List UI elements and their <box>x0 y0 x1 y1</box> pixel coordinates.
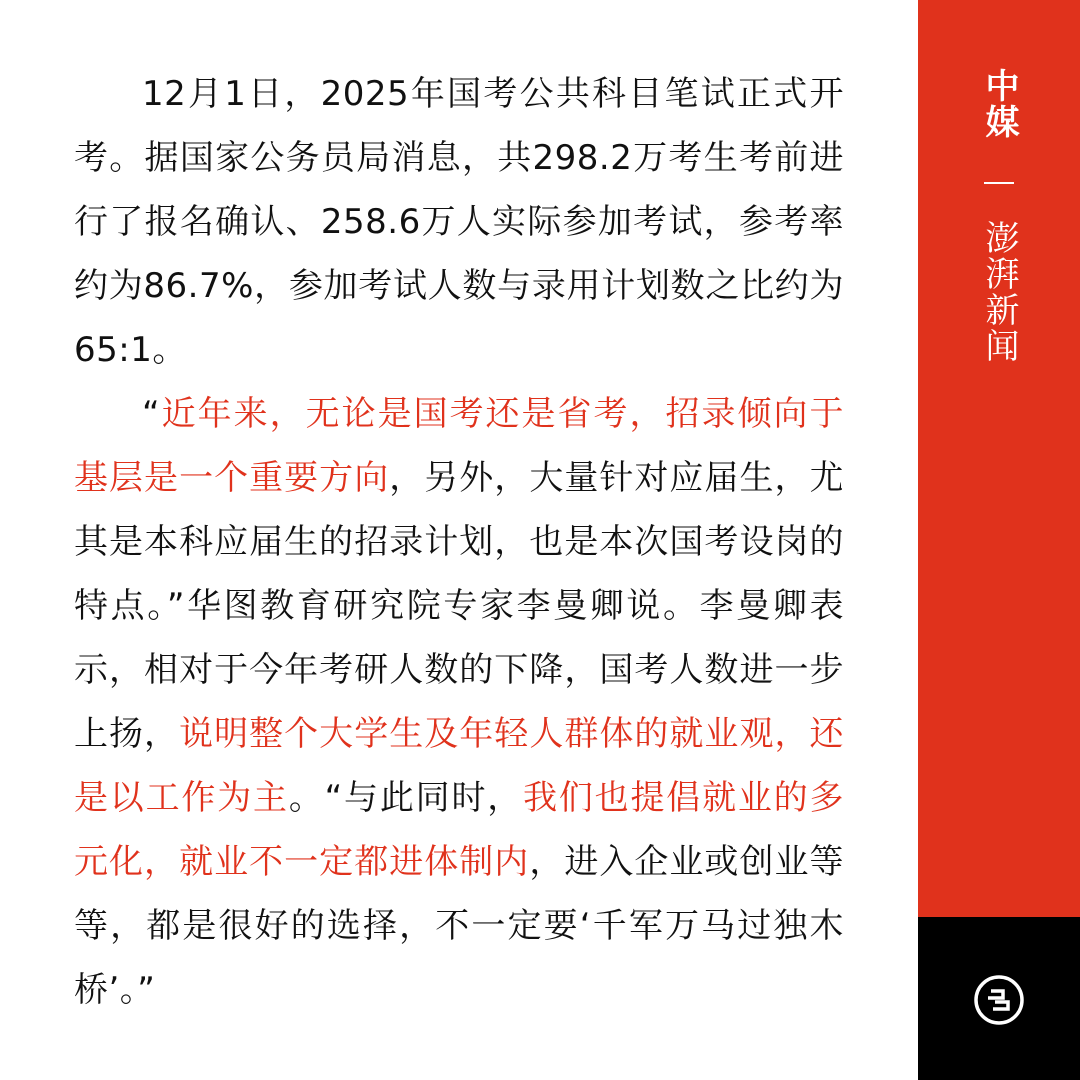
sidebar-brand <box>918 68 1080 364</box>
sidebar-divider <box>984 182 1014 184</box>
body-text: 。“与此同时， <box>288 778 524 818</box>
highlight-text: 我们也提倡就业的多元化，就业不一定都进体制内 <box>74 778 845 882</box>
highlight-text: 说明整个大学生及年轻人群体的就业观，还是以工作为主 <box>74 714 845 818</box>
paragraph-2 <box>74 382 844 1022</box>
quote-open: “ <box>142 394 161 434</box>
body-text: ，另外，大量针对应届生，尤其是本科应届生的招录计划，也是本次国考设岗的特点。”华图教育研究院专家李曼卿说。李曼卿表示，相对于今年考研人数的下降，国考人数进一步上扬， <box>74 458 845 754</box>
sidebar <box>918 0 1080 1080</box>
article-body <box>74 62 844 1022</box>
paragraph-1: 12月1日，2025年国考公共科目笔试正式开考。据国家公务员局消息，共298.2万考生考前进行了报名确认、258.6万人实际参加考试，参考率约为86.7%，参加考试人数与录用计划数之比约为65:1。 <box>74 74 844 370</box>
body-text: ，进入企业或创业等等，都是很好的选择，不一定要‘千军万马过独木桥’。” <box>74 842 845 1010</box>
sidebar-source: 澎湃新闻 <box>979 220 1019 364</box>
highlight-text: 近年来，无论是国考还是省考，招录倾向于基层是一个重要方向 <box>74 394 844 498</box>
sidebar-tag: 中媒 <box>979 68 1019 140</box>
thepaper-logo-icon <box>973 974 1025 1026</box>
